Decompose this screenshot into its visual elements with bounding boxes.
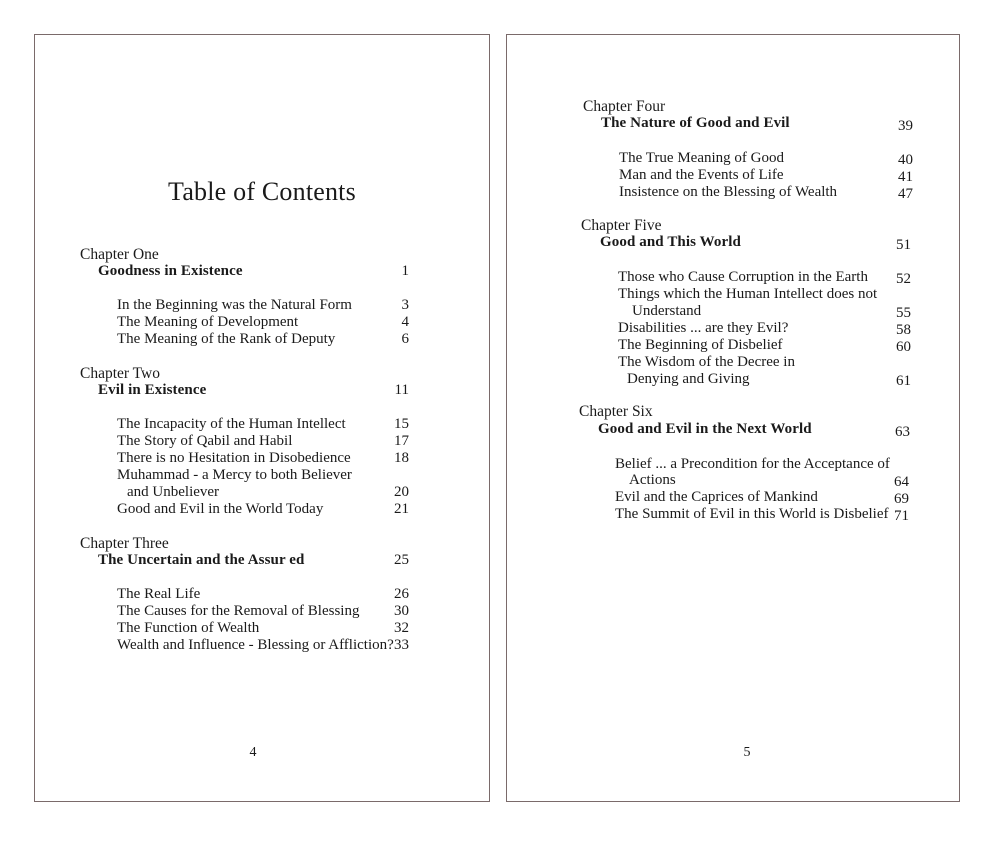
- chapter-six-page: 63: [895, 424, 910, 440]
- toc-entry: Wealth and Influence - Blessing or Affliction?: [117, 637, 394, 653]
- toc-entry-page: 58: [896, 322, 911, 338]
- toc-entry-page: 6: [401, 331, 409, 347]
- toc-entry-page: 4: [401, 314, 409, 330]
- chapter-two-label: Chapter Two: [80, 365, 160, 382]
- toc-entry: The Real Life: [117, 586, 201, 602]
- toc-entry: The Wisdom of the Decree in: [618, 354, 795, 370]
- toc-entry: The Causes for the Removal of Blessing: [117, 603, 360, 619]
- chapter-four-title: The Nature of Good and Evil: [601, 115, 790, 131]
- toc-entry: The Incapacity of the Human Intellect: [117, 416, 346, 432]
- toc-entry-page: 71: [894, 508, 909, 524]
- page-title: Table of Contents: [168, 177, 356, 206]
- toc-entry: In the Beginning was the Natural Form: [117, 297, 352, 313]
- left-page: [34, 34, 490, 802]
- chapter-five-page: 51: [896, 237, 911, 253]
- toc-entry: The Meaning of the Rank of Deputy: [117, 331, 336, 347]
- toc-entry-continuation: Denying and Giving: [627, 371, 750, 387]
- chapter-three-title: The Uncertain and the Assur ed: [98, 552, 305, 568]
- toc-entry-page: 17: [394, 433, 409, 449]
- chapter-one-label: Chapter One: [80, 246, 159, 263]
- toc-entry-continuation: and Unbeliever: [127, 484, 220, 500]
- toc-entry-page: 47: [898, 186, 913, 202]
- chapter-six-label: Chapter Six: [579, 403, 653, 420]
- toc-entry: Evil and the Caprices of Mankind: [615, 489, 818, 505]
- chapter-four-label: Chapter Four: [583, 98, 666, 115]
- toc-entry: Those who Cause Corruption in the Earth: [618, 269, 868, 285]
- toc-entry: There is no Hesitation in Disobedience: [117, 450, 351, 466]
- toc-entry: Muhammad - a Mercy to both Believer: [117, 467, 352, 483]
- chapter-five-label: Chapter Five: [581, 217, 662, 234]
- toc-entry: The Function of Wealth: [117, 620, 260, 636]
- toc-entry: The Meaning of Development: [117, 314, 299, 330]
- toc-entry-page: 15: [394, 416, 409, 432]
- toc-entry: Insistence on the Blessing of Wealth: [619, 184, 838, 200]
- chapter-two-page: 11: [394, 382, 409, 398]
- chapter-one-title: Goodness in Existence: [98, 263, 243, 279]
- toc-entry-continuation: Actions: [629, 472, 676, 488]
- toc-entry: Disabilities ... are they Evil?: [618, 320, 789, 336]
- toc-entry: The Summit of Evil in this World is Disbelief: [615, 506, 889, 522]
- toc-entry-page: 40: [898, 152, 913, 168]
- toc-entry-page: 61: [896, 373, 911, 389]
- toc-entry: Man and the Events of Life: [619, 167, 784, 183]
- toc-entry-page: 69: [894, 491, 909, 507]
- toc-entry: The Beginning of Disbelief: [618, 337, 783, 353]
- page-number: 5: [743, 745, 751, 760]
- page-number: 4: [249, 745, 257, 760]
- toc-entry-page: 3: [401, 297, 409, 313]
- toc-entry-page: 20: [394, 484, 409, 500]
- toc-entry-page: 41: [898, 169, 913, 185]
- toc-entry-continuation: Understand: [632, 303, 702, 319]
- toc-entry-page: 60: [896, 339, 911, 355]
- toc-entry: Good and Evil in the World Today: [117, 501, 324, 517]
- toc-entry: The Story of Qabil and Habil: [117, 433, 293, 449]
- toc-entry: The True Meaning of Good: [619, 150, 784, 166]
- chapter-four-page: 39: [898, 118, 913, 134]
- chapter-six-title: Good and Evil in the Next World: [598, 421, 812, 437]
- toc-entry-page: 64: [894, 474, 909, 490]
- toc-entry-page: 21: [394, 501, 409, 517]
- toc-entry: Things which the Human Intellect does not: [618, 286, 878, 302]
- toc-entry-page: 30: [394, 603, 409, 619]
- toc-entry-page: 32: [394, 620, 409, 636]
- toc-entry-page: 26: [394, 586, 409, 602]
- chapter-two-title: Evil in Existence: [98, 382, 207, 398]
- toc-entry: Belief ... a Precondition for the Acceptance of: [615, 456, 890, 472]
- toc-entry-page: 33: [394, 637, 409, 653]
- right-page: [506, 34, 960, 802]
- toc-entry-page: 52: [896, 271, 911, 287]
- chapter-three-label: Chapter Three: [80, 535, 169, 552]
- chapter-one-page: 1: [401, 263, 409, 279]
- chapter-three-page: 25: [394, 552, 409, 568]
- toc-entry-page: 18: [394, 450, 409, 466]
- chapter-five-title: Good and This World: [600, 234, 741, 250]
- toc-entry-page: 55: [896, 305, 911, 321]
